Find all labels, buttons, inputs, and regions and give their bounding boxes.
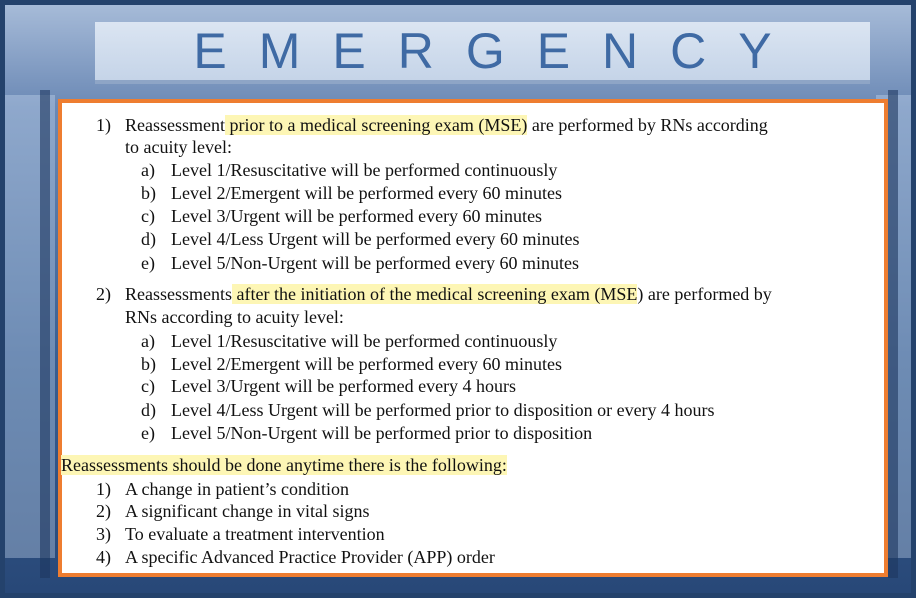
section3-item-number: 2) [96, 501, 111, 521]
section1-number: 1) [96, 115, 111, 135]
section3-item-text: A specific Advanced Practice Provider (APP) order [125, 547, 495, 567]
background-pillar [888, 90, 898, 578]
section2-heading [125, 283, 772, 305]
section1-post: are performed by RNs according [527, 115, 768, 135]
section3-item-text: To evaluate a treatment intervention [125, 524, 385, 544]
section1-item-text: Level 1/Resuscitative will be performed continuously [171, 160, 558, 180]
section1-item-text: Level 3/Urgent will be performed every 60 minutes [171, 206, 543, 226]
section1-heading [125, 114, 768, 136]
section3-item-text: A change in patient’s condition [125, 479, 349, 499]
section1-item-text: Level 4/Less Urgent will be performed every 60 minutes [171, 229, 580, 249]
section2-item-letter: d) [141, 400, 156, 420]
emergency-sign [95, 22, 870, 84]
section1-pre: Reassessment [125, 115, 225, 135]
section1-item-letter: c) [141, 206, 155, 226]
section2-highlight: after the initiation of the medical screening exam (MSE [232, 284, 638, 304]
section2-number: 2) [96, 284, 111, 304]
section3-heading [61, 454, 507, 476]
section2-continuation: RNs according to acuity level: [125, 307, 344, 327]
section2-item-text: Level 4/Less Urgent will be performed prior to disposition or every 4 hours [171, 400, 715, 420]
section3-item-number: 4) [96, 547, 111, 567]
section2-item-letter: a) [141, 331, 155, 351]
section2-item-letter: e) [141, 423, 155, 443]
section1-highlight: prior to a medical screening exam (MSE) [224, 115, 528, 135]
section2-item-text: Level 5/Non-Urgent will be performed prior to disposition [171, 423, 593, 443]
section2-item-letter: c) [141, 376, 155, 396]
section3-heading-text: Reassessments should be done anytime there is the following: [61, 455, 507, 475]
section2-post: ) are performed by [637, 284, 772, 304]
section1-item-letter: a) [141, 160, 155, 180]
section1-item-text: Level 2/Emergent will be performed every 60 minutes [171, 183, 563, 203]
section2-item-text: Level 1/Resuscitative will be performed continuously [171, 331, 558, 351]
emergency-sign-text: EMERGENCY [193, 23, 804, 79]
policy-text-panel [58, 99, 888, 577]
section2-item-letter: b) [141, 354, 156, 374]
section3-item-text: A significant change in vital signs [125, 501, 370, 521]
section1-continuation: to acuity level: [125, 137, 232, 157]
section1-item-letter: e) [141, 253, 155, 273]
section2-item-text: Level 3/Urgent will be performed every 4 hours [171, 376, 517, 396]
section3-item-number: 1) [96, 479, 111, 499]
section1-item-text: Level 5/Non-Urgent will be performed every 60 minutes [171, 253, 580, 273]
section2-pre: Reassessments [125, 284, 232, 304]
background-pillar [40, 90, 50, 578]
section1-item-letter: b) [141, 183, 156, 203]
section3-item-number: 3) [96, 524, 111, 544]
section2-item-text: Level 2/Emergent will be performed every 60 minutes [171, 354, 563, 374]
section1-item-letter: d) [141, 229, 156, 249]
